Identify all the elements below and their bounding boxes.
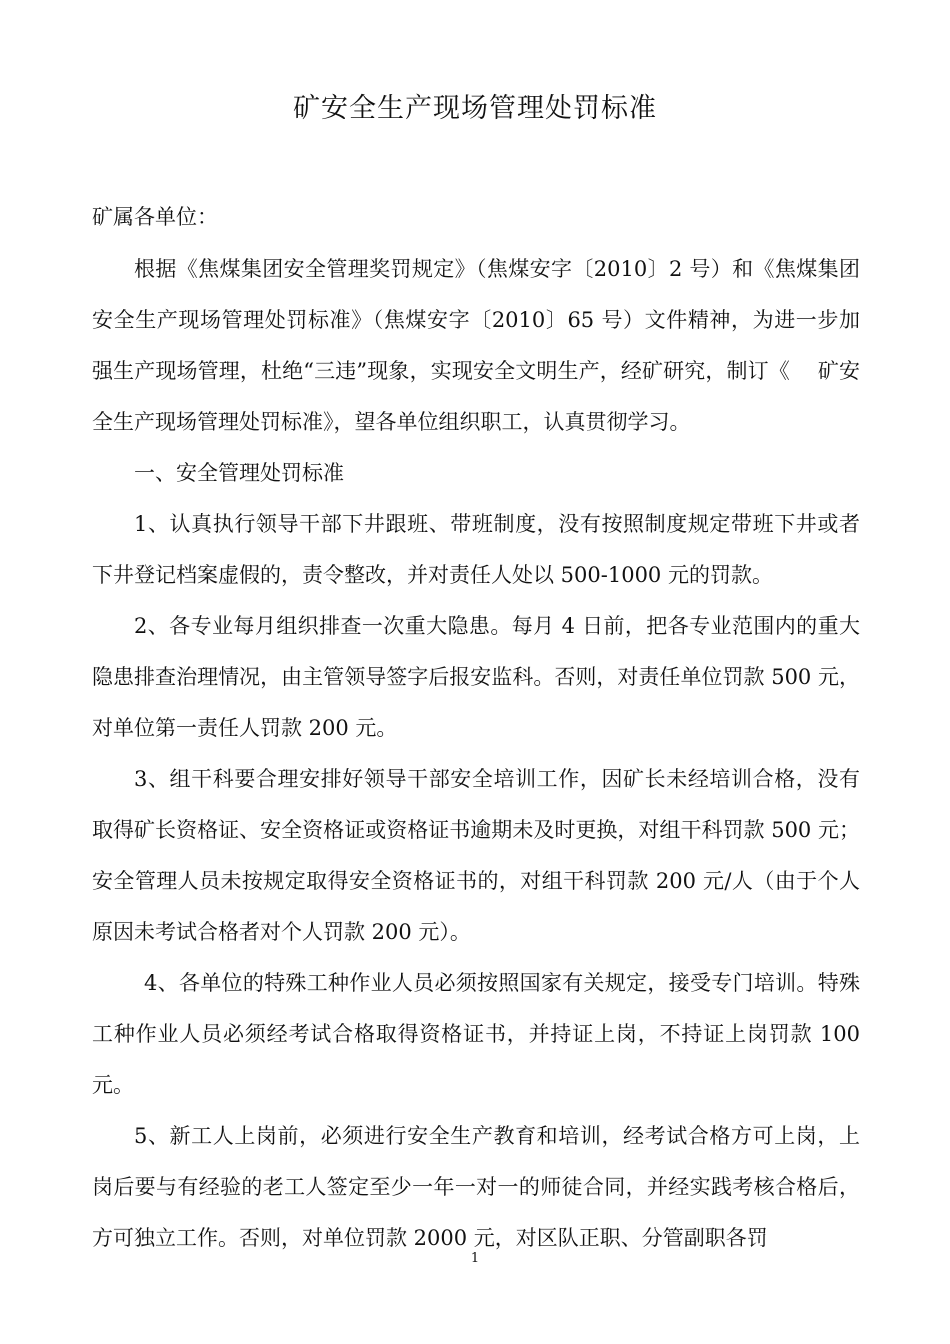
page-number: 1 (470, 1251, 480, 1266)
section-heading: 一、安全管理处罚标准 (134, 461, 344, 485)
document-body (92, 192, 860, 1264)
rule-item: 2、各专业每月组织排查一次重大隐患。每月 4 日前，把各专业范围内的重大隐患排查治理情况，由主管领导签字后报安监科。否则，对责任单位罚款 500 元，对单位第一责任人罚款 200 元。 (92, 614, 860, 740)
rule-item: 5、新工人上岗前，必须进行安全生产教育和培训，经考试合格方可上岗，上岗后要与有经验的老工人签定至少一年一对一的师徒合同，并经实践考核合格后，方可独立工作。否则，对单位罚款 2000 元，对区队正职、分管副职各罚 (92, 1124, 860, 1250)
salutation: 矿属各单位： (92, 205, 218, 229)
rule-item: 1、认真执行领导干部下井跟班、带班制度，没有按照制度规定带班下井或者下井登记档案虚假的，责令整改，并对责任人处以 500-1000 元的罚款。 (92, 512, 860, 587)
document-title: 矿安全生产现场管理处罚标准 (293, 93, 657, 124)
rule-item: 3、组干科要合理安排好领导干部安全培训工作，因矿长未经培训合格，没有取得矿长资格证、安全资格证或资格证书逾期未及时更换，对组干科罚款 500 元；安全管理人员未按规定取得安全资格证书的，对组干科罚款 200 元/人（由于个人原因未考试合格者对个人罚款 200 元）。 (92, 767, 860, 944)
rule-item: 4、各单位的特殊工种作业人员必须按照国家有关规定，接受专门培训。特殊工种作业人员必须经考试合格取得资格证书，并持证上岗，不持证上岗罚款 100 元。 (92, 971, 860, 1097)
intro-paragraph: 根据《焦煤集团安全管理奖罚规定》（焦煤安字〔2010〕2 号）和《焦煤集团安全生产现场管理处罚标准》（焦煤安字〔2010〕65 号）文件精神，为进一步加强生产现场管理，杜绝“三违”现象，实现安全文明生产，经矿研究，制订《 矿安全生产现场管理处罚标准》，望各单位组织职工，认真贯彻学习。 (92, 257, 860, 434)
